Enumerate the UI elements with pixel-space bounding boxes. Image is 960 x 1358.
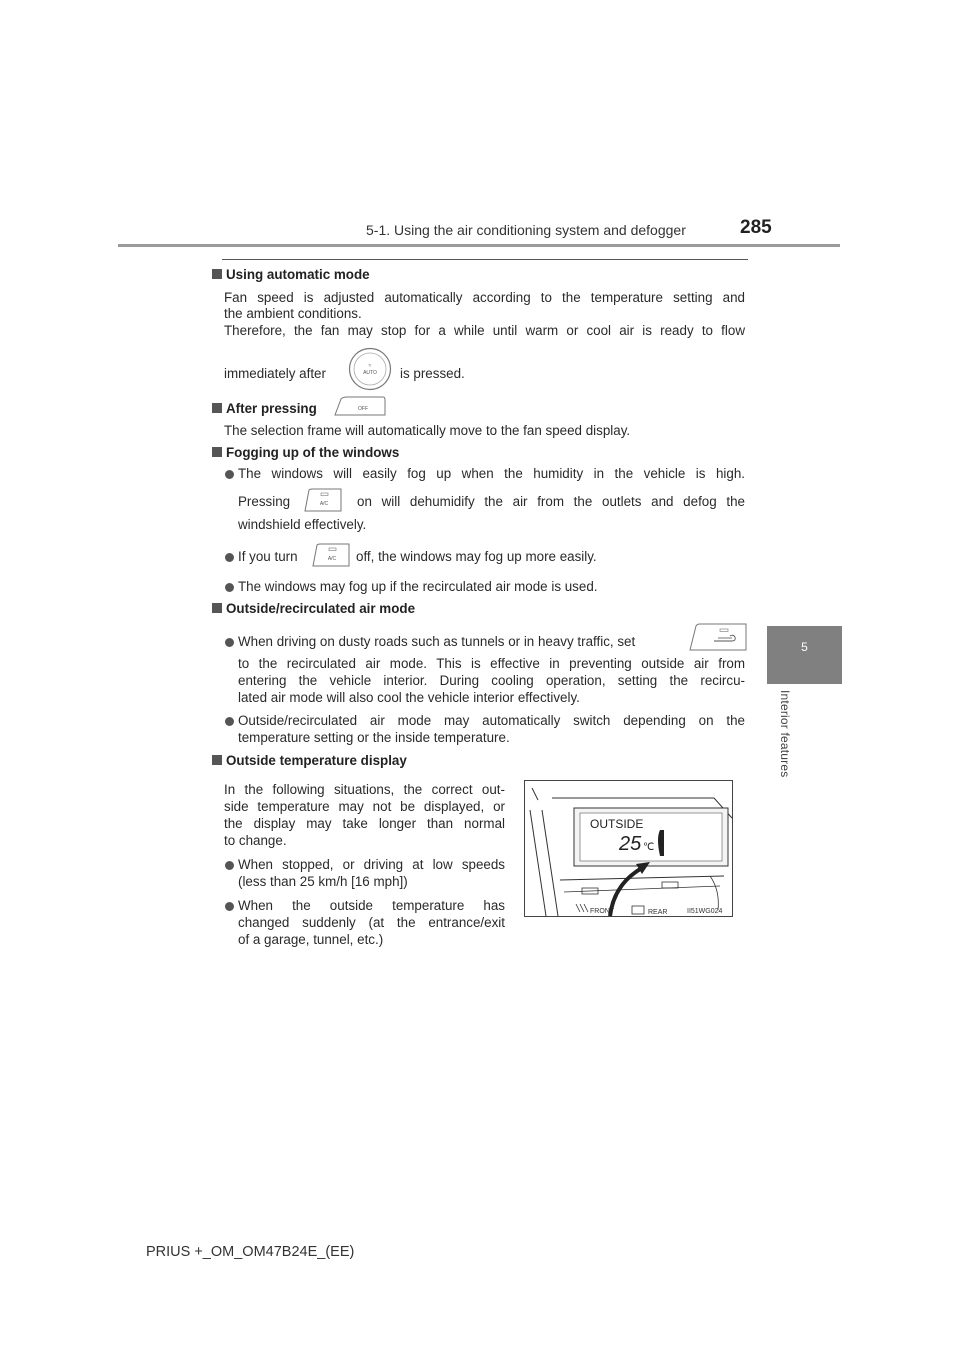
- page-number: 285: [740, 217, 772, 238]
- heading-recirc: Outside/recirculated air mode: [212, 601, 415, 616]
- square-bullet-icon: [212, 403, 222, 413]
- bullet-dot-icon: [225, 470, 234, 479]
- heading-after-pressing: After pressing: [212, 401, 317, 416]
- bullet-dot-icon: [225, 717, 234, 726]
- outside-temp-p-line1: In the following situations, the correct out-: [224, 782, 505, 797]
- footer-doc-code: PRIUS +_OM_OM47B24E_(EE): [146, 1244, 355, 1260]
- recirc-button-icon: [688, 622, 748, 652]
- recirc-b2-line2: temperature setting or the inside temperature.: [238, 730, 510, 745]
- fogging-b1-line2a: Pressing: [238, 494, 291, 509]
- outside-temp-p-line2: side temperature may not be displayed, or: [224, 799, 505, 814]
- outside-temp-b2-line1: When the outside temperature has: [238, 898, 505, 913]
- outside-temp-b2-line2: changed suddenly (at the entrance/exit: [238, 915, 505, 930]
- off-button-icon: [333, 395, 387, 417]
- fogging-b3: The windows may fog up if the recirculated air mode is used.: [238, 579, 598, 594]
- square-bullet-icon: [212, 269, 222, 279]
- heading-auto-mode: Using automatic mode: [212, 267, 370, 282]
- bullet-dot-icon: [225, 861, 234, 870]
- illustration-code: II51WG024: [687, 908, 723, 915]
- section-title: 5-1. Using the air conditioning system and defogger: [366, 222, 686, 238]
- illustration-outside-label: OUTSIDE: [590, 817, 644, 831]
- ac-button-label: A/C: [319, 501, 329, 507]
- illustration-front-label: FRONT: [590, 908, 615, 915]
- auto-mode-line3: Therefore, the fan may stop for a while until warm or cool air is ready to flow: [224, 323, 745, 338]
- recirc-b1-line1: When driving on dusty roads such as tunnels or in heavy traffic, set: [238, 634, 636, 649]
- chapter-number: 5: [801, 640, 808, 654]
- square-bullet-icon: [212, 603, 222, 613]
- chapter-tab: [767, 626, 842, 684]
- outside-temp-b1-line2: (less than 25 km/h [16 mph]): [238, 874, 408, 889]
- bullet-dot-icon: [225, 638, 234, 647]
- ac-button-icon: [303, 487, 343, 513]
- ac-button-label: A/C: [327, 556, 337, 562]
- outside-temp-illustration: [524, 780, 733, 917]
- outside-temp-b2-line3: of a garage, tunnel, etc.): [238, 932, 384, 947]
- bullet-dot-icon: [225, 553, 234, 562]
- fogging-b1-line2b: on will dehumidify the air from the outlets and defog the: [357, 494, 745, 509]
- auto-mode-line4a: immediately after: [224, 366, 326, 381]
- illustration-rear-label: REAR: [648, 909, 668, 916]
- outside-temp-p-line3: the display may take longer than normal: [224, 816, 505, 831]
- auto-button-label: AUTO: [363, 370, 377, 376]
- illustration-temperature: 25: [619, 833, 642, 855]
- bullet-dot-icon: [225, 902, 234, 911]
- outside-temp-p-line4: to change.: [224, 833, 287, 848]
- auto-button-icon: [348, 347, 392, 391]
- off-button-label: OFF: [358, 406, 368, 412]
- illustration-unit: ℃: [643, 842, 655, 853]
- content-divider: [222, 259, 748, 260]
- square-bullet-icon: [212, 447, 222, 457]
- fogging-b2b: off, the windows may fog up more easily.: [356, 549, 597, 564]
- heading-fogging: Fogging up of the windows: [212, 445, 399, 460]
- outside-temp-b1-line1: When stopped, or driving at low speeds: [238, 857, 505, 872]
- ac-button-icon: [311, 542, 351, 568]
- chapter-label: Interior features: [778, 690, 792, 778]
- auto-mode-line2: the ambient conditions.: [224, 306, 362, 321]
- bullet-dot-icon: [225, 583, 234, 592]
- after-pressing-text: The selection frame will automatically move to the fan speed display.: [224, 423, 631, 438]
- header-divider: [118, 244, 840, 247]
- auto-mode-line1: Fan speed is adjusted automatically according to the temperature setting and: [224, 290, 745, 305]
- auto-button-fan-glyph: ≈: [368, 363, 372, 369]
- recirc-b2-line1: Outside/recirculated air mode may automatically switch depending on the: [238, 713, 745, 728]
- square-bullet-icon: [212, 755, 222, 765]
- recirc-b1-line4: lated air mode will also cool the vehicle interior effectively.: [238, 690, 580, 705]
- recirc-b1-line2: to the recirculated air mode. This is effective in preventing outside air from: [238, 656, 745, 671]
- fogging-b2a: If you turn: [238, 549, 298, 564]
- fogging-b1-line3: windshield effectively.: [238, 517, 367, 532]
- fogging-b1-line1: The windows will easily fog up when the humidity in the vehicle is high.: [238, 466, 745, 481]
- recirc-b1-line3: entering the vehicle interior. During cooling operation, setting the recircu-: [238, 673, 745, 688]
- heading-outside-temp: Outside temperature display: [212, 753, 407, 768]
- auto-mode-line4b: is pressed.: [400, 366, 465, 381]
